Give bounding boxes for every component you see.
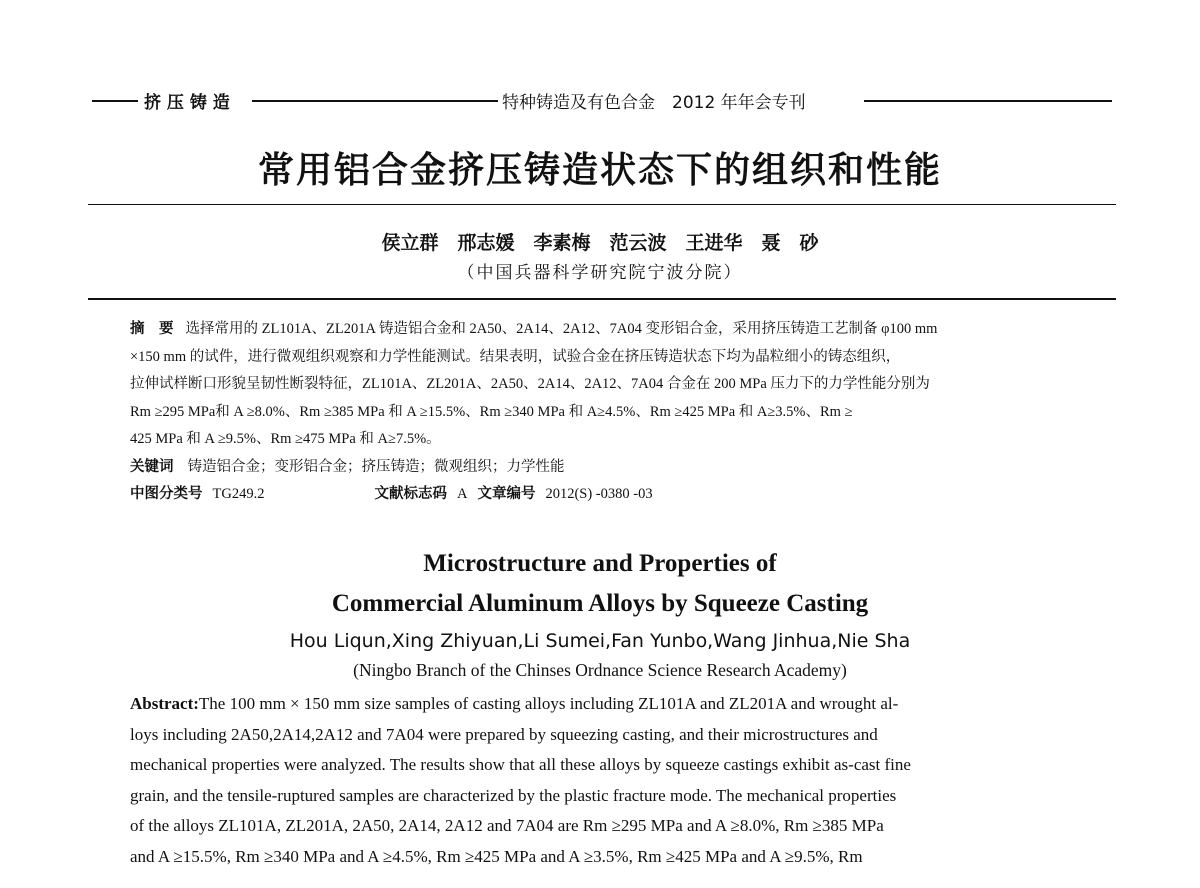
doc-code-value: A xyxy=(456,486,468,502)
title-en-line-1: Microstructure and Properties of xyxy=(423,550,777,577)
authors-rule xyxy=(88,298,1116,300)
abstract-cn-line-3: 拉伸试样断口形貌呈韧性断裂特征，ZL101A、ZL201A、2A50、2A14、2A12、7A04 合金在 200 MPa 压力下的力学性能分别为 xyxy=(130,376,930,392)
affiliation-cn: （中国兵器科学研究院宁波分院） xyxy=(457,263,743,282)
abstract-cn-label: 摘 要 xyxy=(130,321,174,337)
authors-en: Hou Liqun,Xing Zhiyuan,Li Sumei,Fan Yunbo,Wang Jinhua,Nie Sha xyxy=(289,630,911,652)
article-no-label: 文章编号 xyxy=(477,486,536,502)
abstract-en-label: Abstract: xyxy=(130,694,199,713)
abstract-cn-text: 选择常用的 ZL101A、ZL201A 铸造铝合金和 2A50、2A14、2A12、7A04 变形铝合金，采用挤压铸造工艺制备 φ100 mm xyxy=(185,321,938,337)
section-label: 挤 压 铸 造 xyxy=(144,93,230,113)
abstract-en-line-3: mechanical properties were analyzed. The results show that all these alloys by squeeze castings exhibit as-cast fine xyxy=(130,755,911,774)
affiliation-en: (Ningbo Branch of the Chinses Ordnance Science Research Academy) xyxy=(353,660,847,680)
authors-cn: 侯立群 邢志媛 李素梅 范云波 王进华 聂 砂 xyxy=(381,232,819,254)
abstract-en-text: The 100 mm × 150 mm size samples of casting alloys including ZL101A and ZL201A and wrought al- xyxy=(198,694,899,713)
header-rule-middle xyxy=(252,100,498,102)
abstract-cn-line-2: ×150 mm 的试件，进行微观组织观察和力学性能测试。结果表明，试验合金在挤压铸造状态下均为晶粒细小的铸态组织， xyxy=(130,348,901,365)
header-rule-right xyxy=(864,100,1112,102)
clc-label: 中图分类号 xyxy=(130,486,203,502)
title-en-line-2: Commercial Aluminum Alloys by Squeeze Casting xyxy=(331,590,869,617)
page-title-cn: 常用铝合金挤压铸造状态下的组织和性能 xyxy=(257,150,942,191)
abstract-en xyxy=(130,689,1076,872)
keywords-label: 关键词 xyxy=(130,458,174,475)
doc-code-label: 文献标志码 xyxy=(374,486,447,502)
classification-row xyxy=(130,481,1090,509)
keywords-text: 铸造铝合金；变形铝合金；挤压铸造；微观组织；力学性能 xyxy=(187,458,565,475)
abstract-cn-line-4: Rm ≥295 MPa和 A ≥8.0%、Rm ≥385 MPa 和 A ≥15.5%、Rm ≥340 MPa 和 A≥4.5%、Rm ≥425 MPa 和 A≥3.5%、Rm ≥ xyxy=(130,403,853,420)
abstract-en-line-6: and A ≥15.5%, Rm ≥340 MPa and A ≥4.5%, Rm ≥425 MPa and A ≥3.5%, Rm ≥425 MPa and A ≥9.5%, Rm xyxy=(130,846,863,866)
keywords-cn xyxy=(130,454,1090,482)
abstract-cn xyxy=(130,316,1090,509)
abstract-en-line-1 xyxy=(130,689,1076,720)
abstract-cn-line-1 xyxy=(130,316,1090,344)
title-rule xyxy=(88,204,1116,205)
clc-value: TG249.2 xyxy=(212,486,265,502)
journal-issue: 特种铸造及有色合金 2012 年年会专刊 xyxy=(502,93,806,113)
abstract-en-line-5: of the alloys ZL101A, ZL201A, 2A50, 2A14, 2A12 and 7A04 are Rm ≥295 MPa and A ≥8.0%, Rm ≥385 MPa xyxy=(130,816,884,835)
abstract-en-line-4: grain, and the tensile-ruptured samples are characterized by the plastic fracture mode. The mechanical properties xyxy=(130,785,897,805)
article-no-value: 2012(S) -0380 -03 xyxy=(545,486,653,502)
header-rule-left xyxy=(92,100,138,102)
abstract-cn-line-5: 425 MPa 和 A ≥9.5%、Rm ≥475 MPa 和 A≥7.5%。 xyxy=(130,431,441,447)
abstract-en-line-2: loys including 2A50,2A14,2A12 and 7A04 were prepared by squeezing casting, and their microstructures and xyxy=(130,724,878,744)
